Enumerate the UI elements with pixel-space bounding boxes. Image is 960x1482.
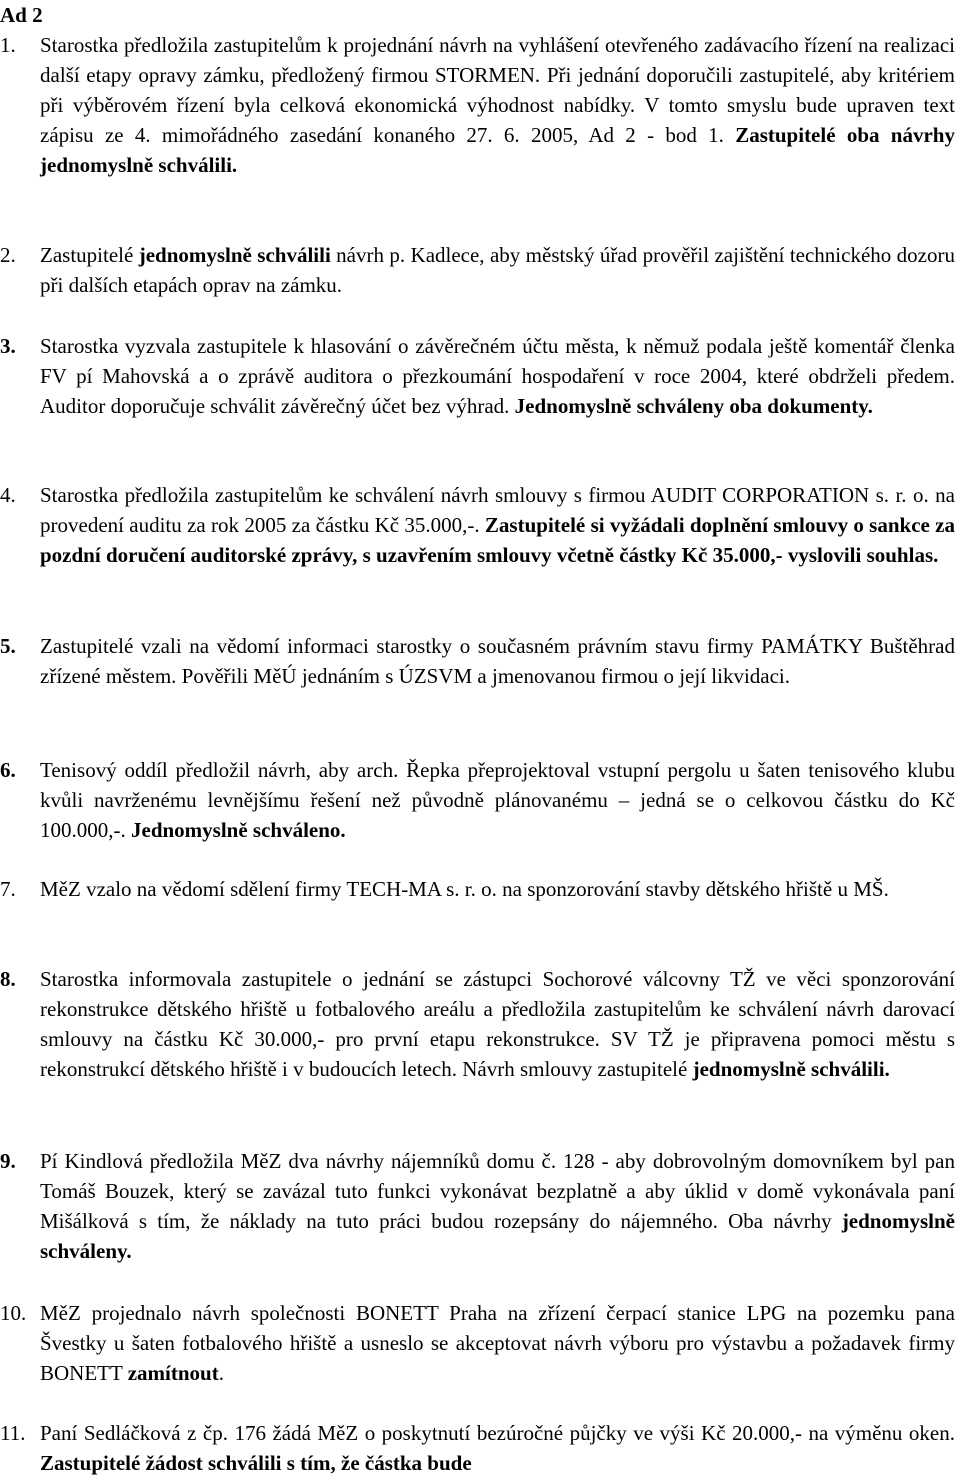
text-segment: Zastupitelé	[40, 243, 139, 267]
text-segment: Tenisový oddíl předložil návrh, aby arch. Řepka přeprojektoval vstupní pergolu u šaten tenisového klubu kvůli navrženému levnějšímu řešení než původně plánovanému – jedná se o celkovou částku do Kč 100.000,-.	[40, 758, 955, 842]
item-number: 6.	[0, 758, 16, 782]
item-number: 2.	[0, 243, 16, 267]
item-number: 5.	[0, 634, 16, 658]
item-text	[40, 1298, 955, 1388]
item-number: 9.	[0, 1149, 16, 1173]
list-item-6	[0, 755, 956, 845]
text-segment: Starostka předložila zastupitelům ke schválení návrh smlouvy s firmou AUDIT CORPORATION s. r. o. na provedení auditu za rok 2005 za částku Kč 35.000,-.	[40, 483, 955, 537]
bold-text-segment: jednomyslně schválili.	[692, 1057, 890, 1081]
item-number: 11.	[0, 1421, 26, 1445]
bold-text-segment: Jednomyslně schváleny oba dokumenty.	[514, 394, 873, 418]
item-number: 10.	[0, 1301, 27, 1325]
list-item-1	[0, 30, 956, 180]
item-text	[40, 30, 955, 180]
list-item-5	[0, 631, 956, 691]
item-text	[40, 1418, 955, 1478]
text-segment: MěZ vzalo na vědomí sdělení firmy TECH-MA s. r. o. na sponzorování stavby dětského hřiště u MŠ.	[40, 877, 889, 901]
bold-text-segment: zamítnout	[127, 1361, 219, 1385]
item-number: 3.	[0, 334, 16, 358]
list-item-9	[0, 1146, 956, 1266]
item-number: 1.	[0, 33, 16, 57]
list-item-3	[0, 331, 956, 421]
text-segment: Starostka předložila zastupitelům k projednání návrh na vyhlášení otevřeného zadávacího řízení na realizaci další etapy opravy zámku, předložený firmou STORMEN. Při jednání doporučili zastupitelé, aby kritériem při výběrovém řízení byla celková ekonomická výhodnost nabídky. V tomto smyslu bude upraven text zápisu ze 4. mimořádného zasedání konaného 27. 6. 2005, Ad 2 - bod 1.	[40, 33, 955, 147]
bold-text-segment: Zastupitelé oba návrhy jednomyslně schválili.	[40, 123, 955, 177]
text-segment: návrh p. Kadlece, aby městský úřad prověřil zajištění technického dozoru při dalších etapách oprav na zámku.	[40, 243, 955, 297]
text-segment: MěZ projednalo návrh společnosti BONETT Praha na zřízení čerpací stanice LPG na pozemku pana Švestky u šaten fotbalového hřiště a usneslo se akceptovat návrh výboru pro výstavbu a požadavek firmy BONETT	[40, 1301, 955, 1385]
bold-text-segment: jednomyslně schváleny.	[40, 1209, 955, 1263]
item-text	[40, 631, 955, 691]
list-item-2	[0, 240, 956, 300]
text-segment: Paní Sedláčková z čp. 176 žádá MěZ o poskytnutí bezúročné půjčky ve výši Kč 20.000,- na výměnu oken.	[40, 1421, 955, 1445]
item-text	[40, 1146, 955, 1266]
list-item-7	[0, 874, 956, 904]
list-item-11	[0, 1418, 956, 1478]
text-segment: Starostka vyzvala zastupitele k hlasování o závěrečném účtu města, k němuž podala ještě komentář členka FV pí Mahovská a o zprávě auditora o přezkoumání hospodaření v roce 2004, které obdrželi předem. Auditor doporučuje schválit závěrečný účet bez výhrad.	[40, 334, 955, 418]
bold-text-segment: jednomyslně schválili	[138, 243, 331, 267]
text-segment: Zastupitelé vzali na vědomí informaci starostky o současném právním stavu firmy PAMÁTKY Buštěhrad zřízené městem. Pověřili MěÚ jednáním s ÚZSVM a jmenovanou firmou o její likvidaci.	[40, 634, 955, 688]
list-item-8	[0, 964, 956, 1084]
bold-text-segment: Jednomyslně schváleno.	[131, 818, 346, 842]
item-text	[40, 755, 955, 845]
item-text	[40, 964, 955, 1084]
item-text	[40, 240, 955, 300]
text-segment: Starostka informovala zastupitele o jednání se zástupci Sochorové válcovny TŽ ve věci sponzorování rekonstrukce dětského hřiště u fotbalového areálu a předložila zastupitelům ke schválení návrh darovací smlouvy na částku Kč 30.000,- pro první etapu rekonstrukce. SV TŽ je připravena pomoci městu s rekonstrukcí dětského hřiště i v budoucích letech. Návrh smlouvy zastupitelé	[40, 967, 955, 1081]
list-item-10	[0, 1298, 956, 1388]
text-segment: Pí Kindlová předložila MěZ dva návrhy nájemníků domu č. 128 - aby dobrovolným domovníkem byl pan Tomáš Bouzek, který se zavázal tuto funkci vykonávat bezplatně a aby úklid v domě vykonávala paní Mišálková s tím, že náklady na tuto práci budou rozepsány do nájemného. Oba návrhy	[40, 1149, 955, 1233]
item-number: 4.	[0, 483, 16, 507]
item-text	[40, 331, 955, 421]
section-heading: Ad 2	[0, 3, 43, 27]
text-segment: .	[218, 1361, 224, 1385]
list-item-4	[0, 480, 956, 570]
item-number: 7.	[0, 877, 16, 901]
bold-text-segment: Zastupitelé žádost schválili s tím, že částka bude	[40, 1451, 472, 1475]
bold-text-segment: Zastupitelé si vyžádali doplnění smlouvy o sankce za pozdní doručení auditorské zprávy, s uzavřením smlouvy včetně částky Kč 35.000,- vyslovili souhlas.	[40, 513, 955, 567]
item-text	[40, 480, 955, 570]
item-number: 8.	[0, 967, 16, 991]
item-text	[40, 874, 955, 904]
